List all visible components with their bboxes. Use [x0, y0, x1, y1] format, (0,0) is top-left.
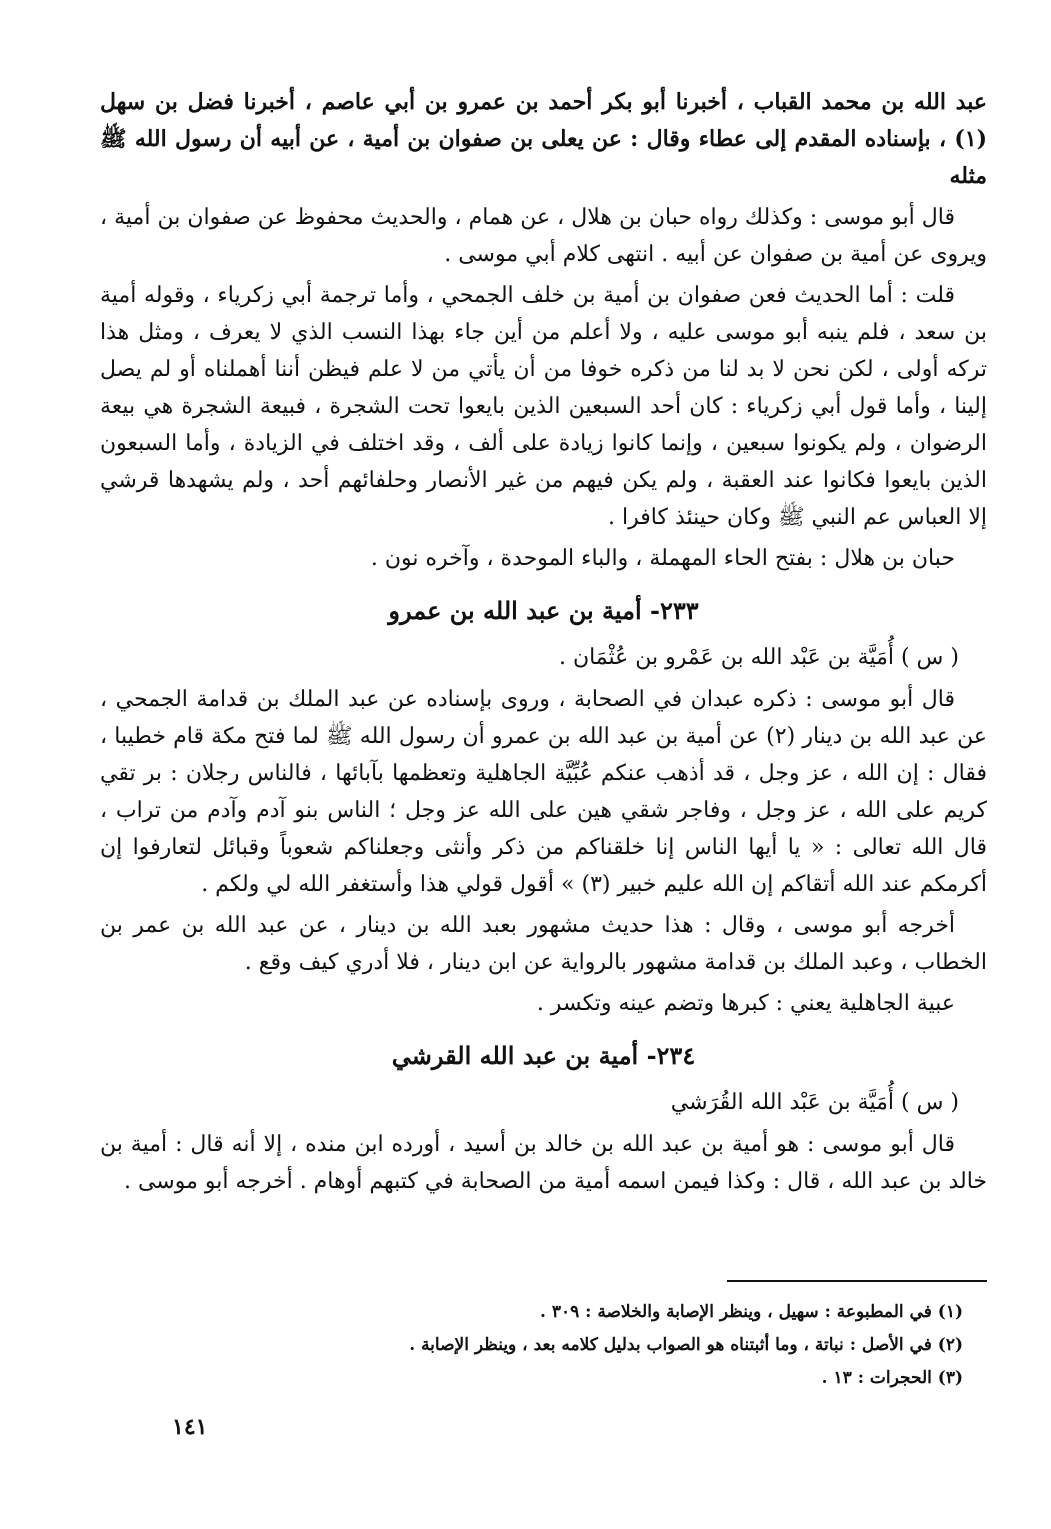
entry-intro-234: ( س ) أُمَيَّة بن عَبْد الله القُرَشي	[670, 1090, 959, 1115]
entry-234-paragraph: قال أبو موسى : هو أمية بن عبد الله بن خالد بن أسيد ، أورده ابن منده ، إلا أنه قال : أمية بن خالد بن عبد الله ، قال : وكذا فيمن اسمه أمية من الصحابة في كتبهم أوهام . أخرجه أبو موسى .	[100, 1132, 987, 1194]
paragraph-commentary: قلت : أما الحديث فعن صفوان بن أمية بن خلف الجمحي ، وأما ترجمة أبي زكرياء ، وقوله أمية بن سعد ، فلم ينبه أبو موسى عليه ، ولا أعلم من أين جاء بهذا النسب الذي لا يعرف ، ومثل هذا تركه أولى ، لكن نحن لا بد لنا من ذكره خوفا من أن يأتي من لا علم فيظن أننا أهملناه أو لم يصل إلينا ، وأما قول أبي زكرياء : كان أحد السبعين الذين بايعوا تحت الشجرة ، فبيعة الشجرة هي بيعة الرضوان ، ولم يكونوا سبعين ، وإنما كانوا زيادة على ألف ، وقد اختلف في الزيادة ، وأما السبعون الذين بايعوا فكانوا عند العقبة ، ولم يكن فيهم من غير الأنصار وحلفائهم أحد ، ولم يشهدها قرشي إلا العباس عم النبي ﷺ وكان حينئذ كافرا .	[100, 283, 987, 530]
footnote-item: (١) في المطبوعة : سهيل ، وينظر الإصابة والخلاصة : ٣٠٩ .	[540, 1302, 963, 1322]
entry-233-paragraph: عبية الجاهلية يعني : كبرها وتضم عينه وتكسر .	[536, 991, 955, 1016]
paragraph-isnad: عبد الله بن محمد القباب ، أخبرنا أبو بكر أحمد بن عمرو بن أبي عاصم ، أخبرنا فضل بن سهل (١) ، بإسناده المقدم إلى عطاء وقال : عن يعلى بن صفوان بن أمية ، عن أبيه أن رسول الله ﷺ مثله	[100, 89, 987, 189]
footnote-item: (٣) الحجرات : ١٣ .	[821, 1368, 963, 1388]
entry-heading-233: ٢٣٣- أمية بن عبد الله بن عمرو	[388, 596, 699, 625]
paragraph-abu-musa-note: قال أبو موسى : وكذلك رواه حبان بن هلال ، عن همام ، والحديث محفوظ عن صفوان بن أمية ، ويروى عن أمية بن صفوان عن أبيه . انتهى كلام أبي موسى .	[100, 205, 987, 267]
entry-intro-233: ( س ) أُمَيَّة بن عَبْد الله بن عَمْرو بن عُثْمَان .	[558, 645, 959, 670]
paragraph-hibban-spelling: حبان بن هلال : بفتح الحاء المهملة ، والباء الموحدة ، وآخره نون .	[370, 546, 955, 571]
page-number: ١٤١	[172, 1414, 208, 1440]
footnote-divider	[727, 1280, 987, 1282]
footnotes	[100, 1296, 987, 1395]
entry-heading-234: ٢٣٤- أمية بن عبد الله القرشي	[391, 1041, 696, 1070]
footnote-item: (٢) في الأصل : نباتة ، وما أثبتناه هو الصواب بدليل كلامه بعد ، وينظر الإصابة .	[409, 1335, 963, 1355]
entry-233-paragraph: قال أبو موسى : ذكره عبدان في الصحابة ، وروى بإسناده عن عبد الملك بن قدامة الجمحي ، عن عبد الله بن دينار (٢) عن أمية بن عبد الله بن عمرو أن رسول الله ﷺ لما فتح مكة قام خطيبا ، فقال : إن الله ، عز وجل ، قد أذهب عنكم عُبِّيَّة الجاهلية وتعظمها بآبائها ، فالناس رجلان : بر تقي كريم على الله ، عز وجل ، وفاجر شقي هين على الله عز وجل ؛ الناس بنو آدم وآدم من تراب ، قال الله تعالى : « يا أيها الناس إنا خلقناكم من ذكر وأنثى وجعلناكم شعوباً وقبائل لتعارفوا إن أكرمكم عند الله أتقاكم إن الله عليم خبير (٣) » أقول قولي هذا وأستغفر الله لي ولكم .	[100, 687, 987, 897]
entry-233-paragraph: أخرجه أبو موسى ، وقال : هذا حديث مشهور بعبد الله بن دينار ، عن عبد الله بن عمر بن الخطاب ، وعبد الملك بن قدامة مشهور بالرواية عن ابن دينار ، فلا أدري كيف وقع .	[100, 913, 987, 975]
